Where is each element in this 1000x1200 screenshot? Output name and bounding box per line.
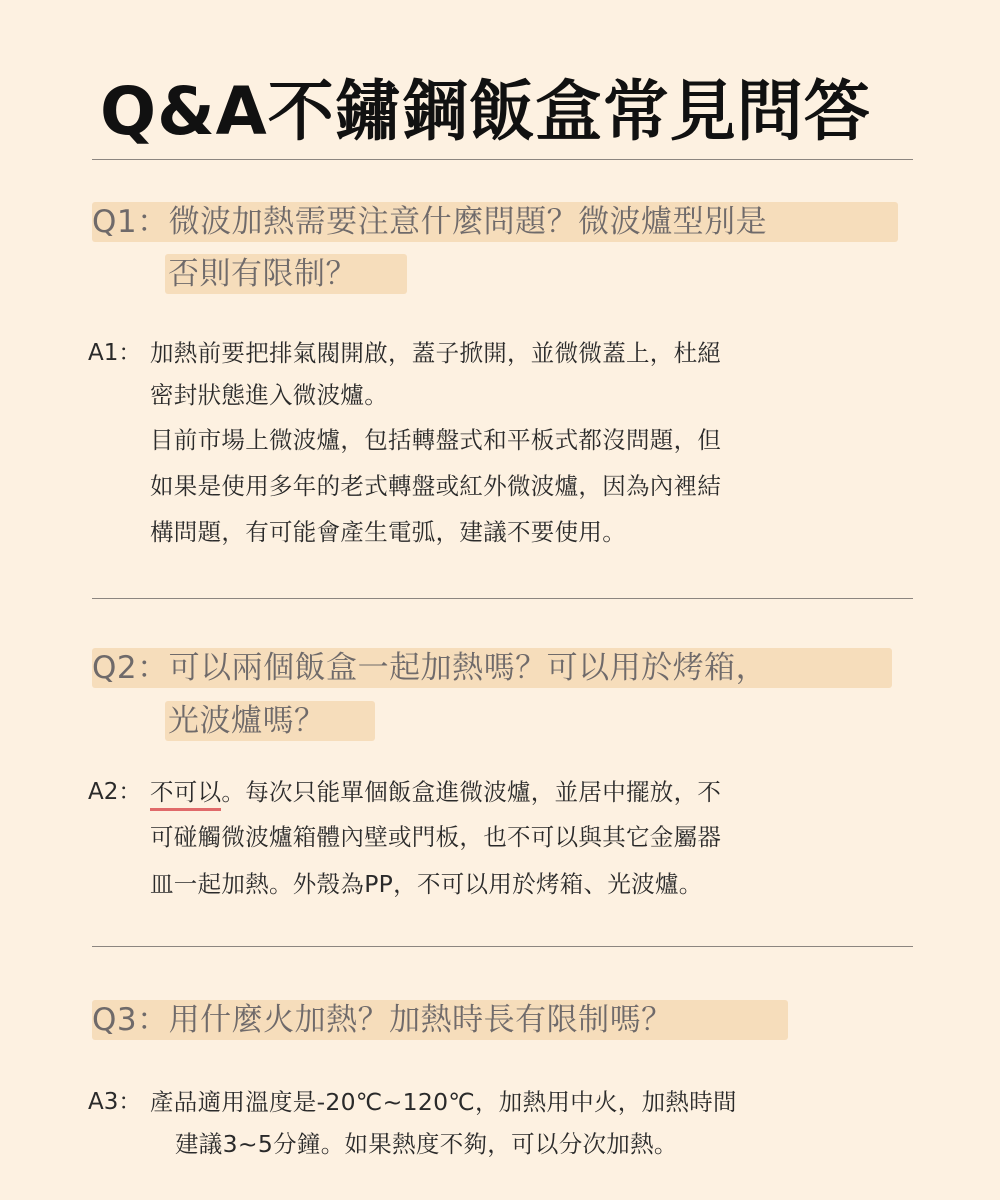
question-2-line-2: 光波爐嗎？ <box>168 703 326 739</box>
answer-3-prefix: A3： <box>88 1089 142 1115</box>
divider <box>92 598 913 599</box>
divider <box>92 159 913 160</box>
answer-2-line <box>150 772 721 812</box>
answer-3-line: 產品適用溫度是-20℃~120℃，加熱用中火，加熱時間 <box>150 1088 737 1116</box>
page-title: Q&A不鏽鋼飯盒常見問答 <box>100 73 871 150</box>
answer-2-line-rest: 。每次只能單個飯盒進微波爐，並居中擺放，不 <box>221 778 722 806</box>
answer-2-line: 皿一起加熱。外殼為PP，不可以用於烤箱、光波爐。 <box>150 870 703 898</box>
question-1-line-2: 否則有限制？ <box>168 256 357 292</box>
answer-1-prefix: A1： <box>88 340 142 366</box>
answer-2-prefix: A2： <box>88 779 142 805</box>
emphasis-text: 不可以 <box>150 778 221 811</box>
answer-1-line: 密封狀態進入微波爐。 <box>150 381 388 409</box>
answer-3-line: 建議3~5分鐘。如果熱度不夠，可以分次加熱。 <box>175 1130 678 1158</box>
answer-1-line: 目前市場上微波爐，包括轉盤式和平板式都沒問題，但 <box>150 426 722 454</box>
answer-1-line: 加熱前要把排氣閥開啟，蓋子掀開，並微微蓋上，杜絕 <box>150 339 722 367</box>
question-3-line-1: Q3：用什麼火加熱？加熱時長有限制嗎？ <box>92 1002 673 1038</box>
answer-2-line: 可碰觸微波爐箱體內壁或門板，也不可以與其它金屬器 <box>150 823 722 851</box>
question-1-line-1: Q1：微波加熱需要注意什麼問題？微波爐型別是 <box>92 204 768 240</box>
divider <box>92 946 913 947</box>
answer-1-line: 如果是使用多年的老式轉盤或紅外微波爐，因為內裡結 <box>150 472 722 500</box>
answer-1-line: 構問題，有可能會產生電弧，建議不要使用。 <box>150 518 626 546</box>
question-2-line-1: Q2：可以兩個飯盒一起加熱嗎？可以用於烤箱， <box>92 650 768 686</box>
